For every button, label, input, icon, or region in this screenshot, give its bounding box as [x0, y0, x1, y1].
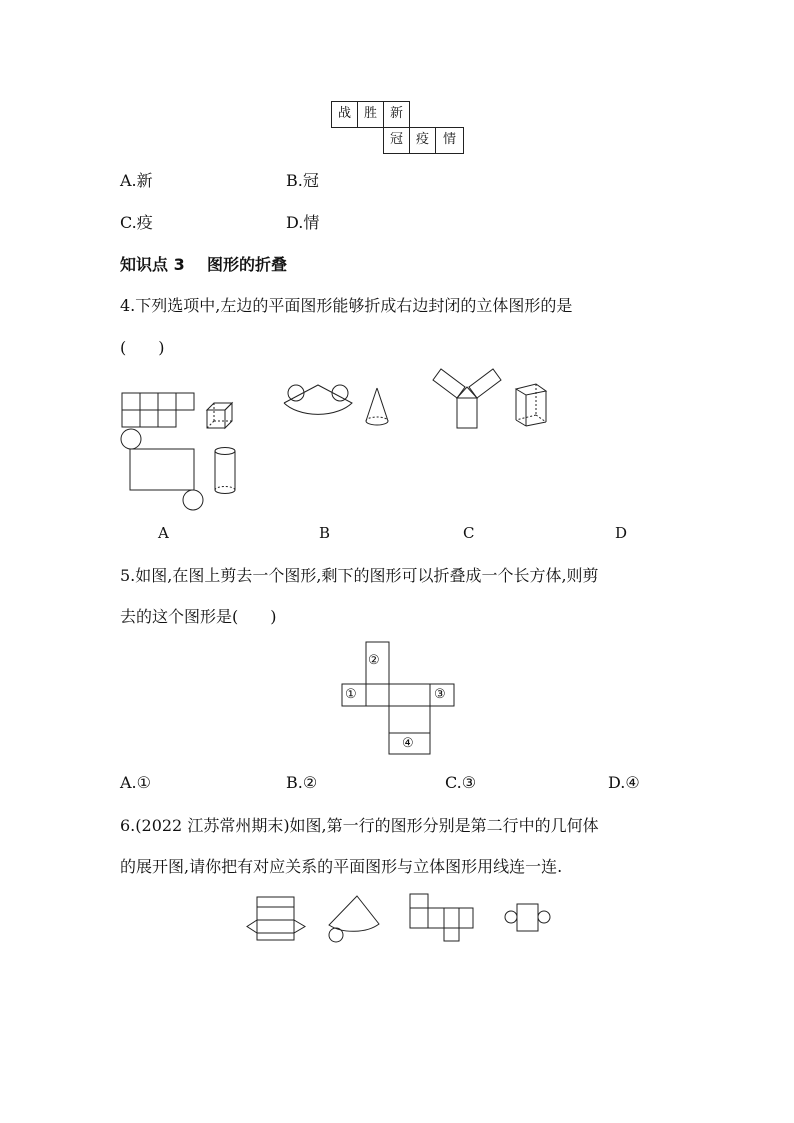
option-a: A.① [120, 773, 151, 792]
net-face [257, 897, 294, 907]
net-triangle [294, 920, 305, 933]
figure-label-d: D [615, 524, 628, 542]
net-face [257, 920, 294, 933]
net-cell: 新 [383, 101, 410, 128]
q4-answer-paren: ( ) [120, 338, 165, 357]
option-a: A.新 [120, 171, 153, 190]
net-circle [329, 928, 343, 942]
net-square [410, 908, 428, 928]
section-heading: 知识点 3 图形的折叠 [120, 255, 287, 274]
net-cell: 胜 [357, 101, 384, 128]
q6-text-line1: 6.(2022 江苏常州期末)如图,第一行的图形分别是第二行中的几何体 [120, 816, 599, 835]
net-cell: 战 [331, 101, 358, 128]
mark-4: ④ [402, 736, 414, 751]
option-b: B.冠 [286, 171, 319, 190]
mark-1: ① [345, 687, 357, 702]
option-c: C.疫 [120, 213, 153, 232]
net-square [459, 908, 473, 928]
net-circle [505, 911, 517, 923]
figure-label-a: A [158, 524, 169, 542]
net-triangle [247, 920, 257, 933]
net-face [257, 933, 294, 940]
q6-text-line2: 的展开图,请你把有对应关系的平面图形与立体图形用线连一连. [120, 857, 563, 876]
net-cell: 情 [435, 127, 464, 154]
figure-label-c: C [463, 524, 475, 542]
net-cell: 冠 [383, 127, 410, 154]
option-d: D.④ [608, 773, 640, 792]
net-square [444, 928, 459, 941]
q5-text-line2: 去的这个图形是( ) [120, 607, 277, 626]
q4-text: 4.下列选项中,左边的平面图形能够折成右边封闭的立体图形的是 [120, 296, 573, 315]
net-circle [538, 911, 550, 923]
option-b: B.② [286, 773, 318, 792]
net-face [257, 907, 294, 920]
net-sector [329, 896, 379, 931]
mark-2: ② [368, 653, 380, 668]
net-rectangle [517, 904, 538, 931]
option-c: C.③ [445, 773, 477, 792]
net-square [410, 894, 428, 908]
q5-text-line1: 5.如图,在图上剪去一个图形,剩下的图形可以折叠成一个长方体,则剪 [120, 566, 599, 585]
figure-label-b: B [319, 524, 331, 542]
option-d: D.情 [286, 213, 320, 232]
net-cell: 疫 [409, 127, 436, 154]
mark-3: ③ [434, 687, 446, 702]
net-square [428, 908, 444, 928]
net-square [444, 908, 459, 928]
